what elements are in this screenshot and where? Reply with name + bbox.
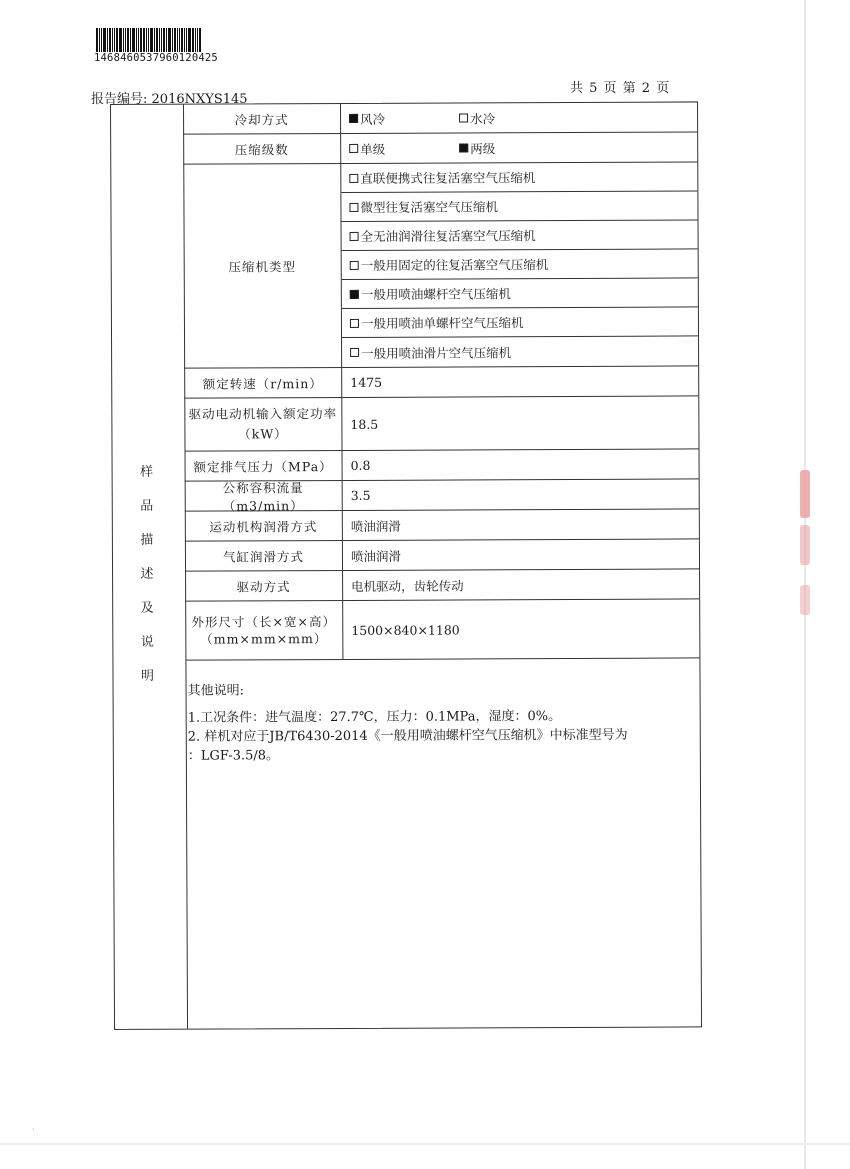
barcode-bar <box>130 28 131 52</box>
barcode-bar <box>123 28 124 52</box>
barcode-bar <box>163 28 165 52</box>
spec-row <box>185 449 699 481</box>
spec-row <box>184 396 698 451</box>
spec-label: 额定排气压力（MPa） <box>185 451 343 481</box>
checkbox-icon <box>350 318 359 327</box>
barcode-bar <box>143 28 145 52</box>
stages-option-two: 两级 <box>459 138 569 156</box>
barcode-bar <box>150 28 153 52</box>
barcode-bar <box>146 28 147 52</box>
spec-row <box>185 539 699 571</box>
spec-value: 电机驱动，齿轮传动 <box>351 577 464 594</box>
barcode-bar <box>96 28 98 52</box>
cooling-row <box>183 102 697 134</box>
spec-row <box>184 366 698 398</box>
compressor-type-option: 微型往复活塞空气压缩机 <box>341 191 697 222</box>
spec-value: 0.8 <box>350 457 371 473</box>
spec-label: 驱动方式 <box>185 571 343 601</box>
compressor-type-option: 一般用固定的往复活塞空气压缩机 <box>342 249 698 280</box>
side-label-char: 及 <box>140 600 154 616</box>
barcode-bar <box>112 28 113 52</box>
checkbox-icon <box>459 113 468 122</box>
remarks-line: ：LGF-3.5/8。 <box>187 747 280 764</box>
seal-mark <box>800 585 810 615</box>
barcode-bar <box>197 28 198 52</box>
barcode-bar <box>168 28 171 52</box>
barcode-bar <box>184 28 185 52</box>
report-number-value: 2016NXYS145 <box>151 92 248 107</box>
spec-row <box>185 509 699 541</box>
barcode-bar <box>199 28 201 52</box>
spec-value: 3.5 <box>350 487 371 503</box>
checkbox-icon <box>459 143 468 152</box>
scan-bottom-edge <box>0 1143 850 1145</box>
cooling-label: 冷却方式 <box>183 104 341 134</box>
barcode-bar <box>119 28 122 52</box>
compressor-type-options <box>341 162 698 367</box>
spec-label: 气缸润滑方式 <box>185 541 343 571</box>
barcode-bar <box>156 28 158 52</box>
spec-label: 驱动电动机输入额定功率（kW） <box>184 398 342 451</box>
barcode-bar <box>179 28 180 52</box>
checkbox-icon <box>349 114 358 123</box>
spec-label: 运动机构润滑方式 <box>185 511 343 541</box>
barcode-bar <box>195 28 196 52</box>
barcode-bar <box>136 28 137 52</box>
barcode-bar <box>109 28 111 52</box>
spec-label: 公称容积流量（m3/min） <box>185 481 343 511</box>
barcode-bar <box>174 28 176 52</box>
remarks <box>185 658 699 766</box>
stages-row <box>183 132 697 164</box>
side-label <box>131 461 164 684</box>
barcode-bar <box>172 28 173 52</box>
seal-mark <box>800 470 810 518</box>
compressor-type-option: 直联便携式往复活塞空气压缩机 <box>341 162 697 193</box>
spec-value: 1475 <box>350 374 383 390</box>
spec-value: 喷油润滑 <box>350 548 402 564</box>
barcode-bar <box>186 28 187 52</box>
stages-options <box>341 132 697 163</box>
barcode-bar <box>166 28 167 52</box>
checkbox-icon <box>350 231 359 240</box>
side-label-char: 描 <box>140 532 154 548</box>
spec-label: 额定转速（r/min） <box>184 368 342 398</box>
barcode-bar <box>116 28 118 52</box>
spec-row <box>185 599 699 660</box>
checkbox-icon <box>350 348 359 357</box>
spec-label: 外形尺寸（长×宽×高）（mm×mm×mm） <box>185 601 343 660</box>
side-label-char: 品 <box>140 498 154 514</box>
stages-option-single: 单级 <box>349 139 459 157</box>
side-label-char: 明 <box>140 668 155 684</box>
barcode-bar <box>125 28 126 52</box>
compressor-type-label: 压缩机类型 <box>183 164 342 368</box>
remarks-title: 其他说明: <box>187 683 244 699</box>
report-number-label: 报告编号: <box>91 92 148 107</box>
spec-value: 18.5 <box>350 416 379 432</box>
seal-mark <box>800 525 810 565</box>
spec-row <box>185 569 699 601</box>
barcode-bar <box>114 28 115 52</box>
barcode-bar <box>188 28 191 52</box>
barcode <box>96 28 222 52</box>
sample-description-table <box>110 101 702 1030</box>
barcode-bar <box>177 28 178 52</box>
checkbox-icon <box>350 289 359 298</box>
spec-grid <box>183 102 700 766</box>
barcode-bar <box>101 28 102 52</box>
spec-value: 喷油润滑 <box>350 518 401 534</box>
side-label-char: 样 <box>140 464 154 480</box>
barcode-bar <box>103 28 106 52</box>
checkbox-icon <box>350 260 359 269</box>
barcode-bar <box>161 28 162 52</box>
compressor-type-row <box>183 162 698 368</box>
cooling-option-air: 风冷 <box>349 109 459 127</box>
checkbox-icon <box>349 144 358 153</box>
stages-label: 压缩级数 <box>183 134 341 164</box>
remarks-line: 1.工况条件：进气温度：27.7℃，压力：0.1MPa，湿度：0%。 <box>187 708 562 726</box>
cooling-option-water: 水冷 <box>459 108 569 126</box>
barcode-bar <box>132 28 135 52</box>
compressor-type-option: 一般用喷油螺杆空气压缩机 <box>342 278 698 309</box>
scan-speck: · <box>32 1125 35 1134</box>
side-label-char: 述 <box>140 566 154 582</box>
checkbox-icon <box>349 202 358 211</box>
side-column <box>111 105 188 1029</box>
remarks-line: 2. 样机对应于JB/T6430-2014《一般用喷油螺杆空气压缩机》中标准型号为 <box>187 727 628 745</box>
barcode-bar <box>192 28 194 52</box>
barcode-bar <box>181 28 183 52</box>
compressor-type-option: 全无油润滑往复活塞空气压缩机 <box>342 220 698 251</box>
spec-row <box>185 479 699 514</box>
barcode-bar <box>127 28 129 52</box>
barcode-bar <box>154 28 155 52</box>
barcode-bar <box>159 28 160 52</box>
spec-value: 1500×840×1180 <box>351 621 460 638</box>
barcode-bar <box>107 28 108 52</box>
checkbox-icon <box>349 173 358 182</box>
compressor-type-option: 一般用喷油单螺杆空气压缩机 <box>342 307 698 338</box>
cooling-options <box>341 102 697 133</box>
page-info: 共 5 页 第 2 页 <box>570 81 671 96</box>
barcode-bar <box>99 28 100 52</box>
side-label-char: 说 <box>140 634 154 650</box>
barcode-bar <box>138 28 139 52</box>
barcode-bar <box>140 28 142 52</box>
barcode-bar <box>148 28 149 52</box>
compressor-type-option: 一般用喷油滑片空气压缩机 <box>342 336 698 367</box>
barcode-number: 1468460537960120425 <box>94 52 218 64</box>
